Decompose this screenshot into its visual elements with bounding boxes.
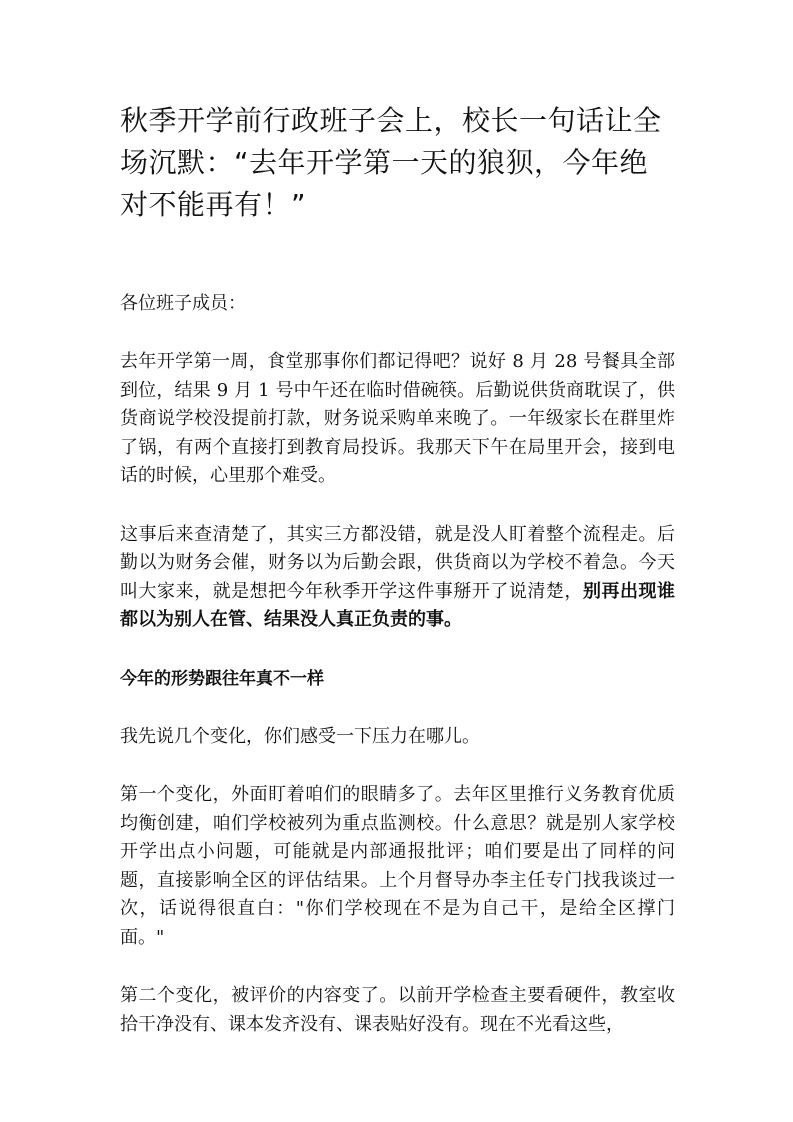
paragraph-second-change: 第二个变化，被评价的内容变了。以前开学检查主要看硬件，教室收拾干净没有、课本发齐没有、课表贴好没有。现在不光看这些， [120,985,675,1035]
salutation: 各位班子成员： [120,293,246,314]
document-body [120,100,675,1039]
paragraph-responsibility-emphasis: 别再出现谁都以为别人在管、结果没人真正负责的事。 [120,580,676,630]
section-heading: 今年的形势跟往年真不一样 [120,668,324,689]
paragraph-intro-changes: 我先说几个变化，你们感受一下压力在哪儿。 [120,725,480,747]
paragraph-responsibility [120,521,675,635]
document-title: 秋季开学前行政班子会上，校长一句话让全场沉默：“去年开学第一天的狼狈，今年绝对不能再有！” [120,104,662,221]
paragraph-canteen-incident: 去年开学第一周，食堂那事你们都记得吧？说好 8 月 28 号餐具全部到位，结果 9 月 1 号中午还在临时借碗筷。后勤说供货商耽误了，供货商说学校没提前打款，财务说采购单来晚了。一年级家长在群里炸了锅，有两个直接打到教育局投诉。我那天下午在局里开会，接到电话的时候，心里那个难受。 [120,351,675,486]
paragraph-responsibility-text: 这事后来查清楚了，其实三方都没错，就是没人盯着整个流程走。后勤以为财务会催，财务以为后勤会跟，供货商以为学校不着急。今天叫大家来，就是想把今年秋季开学这件事掰开了说清楚， [120,523,675,602]
paragraph-first-change: 第一个变化，外面盯着咱们的眼睛多了。去年区里推行义务教育优质均衡创建，咱们学校被列为重点监测校。什么意思？就是别人家学校开学出点小问题，可能就是内部通报批评；咱们要是出了同样的问题，直接影响全区的评估结果。上个月督导办李主任专门找我谈过一次，话说得很直白："你们学校现在不是为自己干，是给全区撑门面。" [120,784,675,948]
